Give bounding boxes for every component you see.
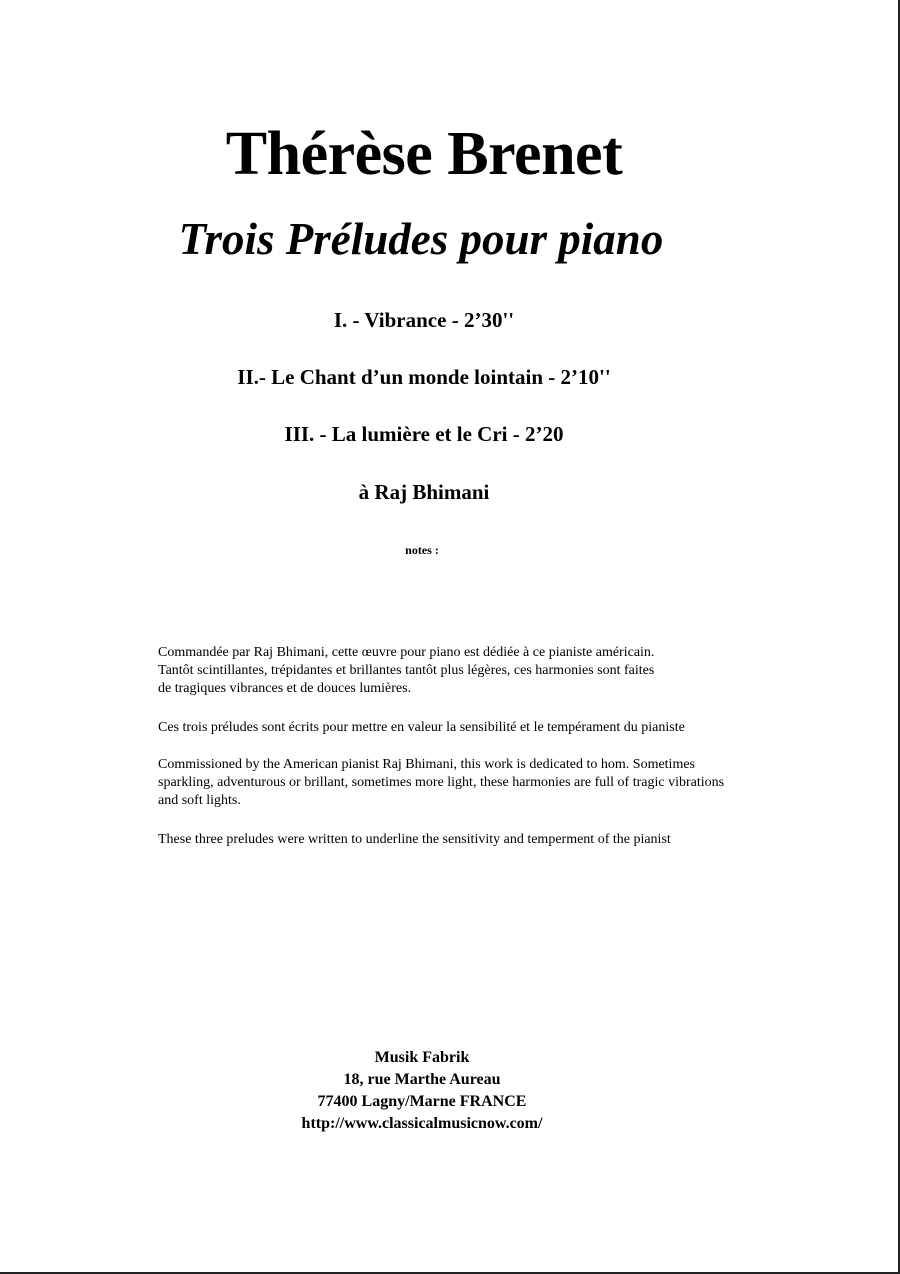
movement-2-title: II.- Le Chant d’un monde lointain - 2’10'' [237, 365, 611, 389]
publisher-name: Musik Fabrik [374, 1049, 470, 1066]
composer-name: Thérèse Brenet [225, 120, 623, 188]
publisher-url: http://www.classicalmusicnow.com/ [301, 1115, 543, 1132]
notes-paragraph-french-2 [158, 719, 828, 737]
notes-paragraph-english-1 [158, 756, 828, 810]
paragraph-line: de tragiques vibrances et de douces lumières. [158, 681, 412, 696]
paragraph-line: and soft lights. [158, 793, 241, 808]
paragraph-line: These three preludes were written to underline the sensitivity and temperment of the pianist [158, 832, 671, 847]
paragraph-line: Tantôt scintillantes, trépidantes et brillantes tantôt plus légères, ces harmonies sont faites [158, 663, 655, 678]
paragraph-line: Commandée par Raj Bhimani, cette œuvre pour piano est dédiée à ce pianiste américain. [158, 645, 655, 660]
publisher-street: 18, rue Marthe Aureau [343, 1071, 501, 1088]
paragraph-line: sparkling, adventurous or brillant, sometimes more light, these harmonies are full of tragic vibrations [158, 775, 725, 790]
movement-1-title: I. - Vibrance - 2’30'' [333, 308, 515, 332]
publisher-city: 77400 Lagny/Marne FRANCE [317, 1093, 527, 1110]
paragraph-line: Ces trois préludes sont écrits pour mettre en valeur la sensibilité et le tempérament du pianiste [158, 720, 685, 735]
notes-paragraph-french-1 [158, 644, 828, 698]
dedication: à Raj Bhimani [358, 480, 490, 504]
notes-label: notes : [405, 543, 439, 557]
paragraph-line: Commissioned by the American pianist Raj Bhimani, this work is dedicated to hom. Sometimes [158, 757, 695, 772]
publisher-block [0, 1047, 844, 1135]
movement-3-title: III. - La lumière et le Cri - 2’20 [284, 422, 564, 446]
notes-paragraph-english-2 [158, 831, 828, 849]
work-title: Trois Préludes pour piano [178, 214, 664, 264]
